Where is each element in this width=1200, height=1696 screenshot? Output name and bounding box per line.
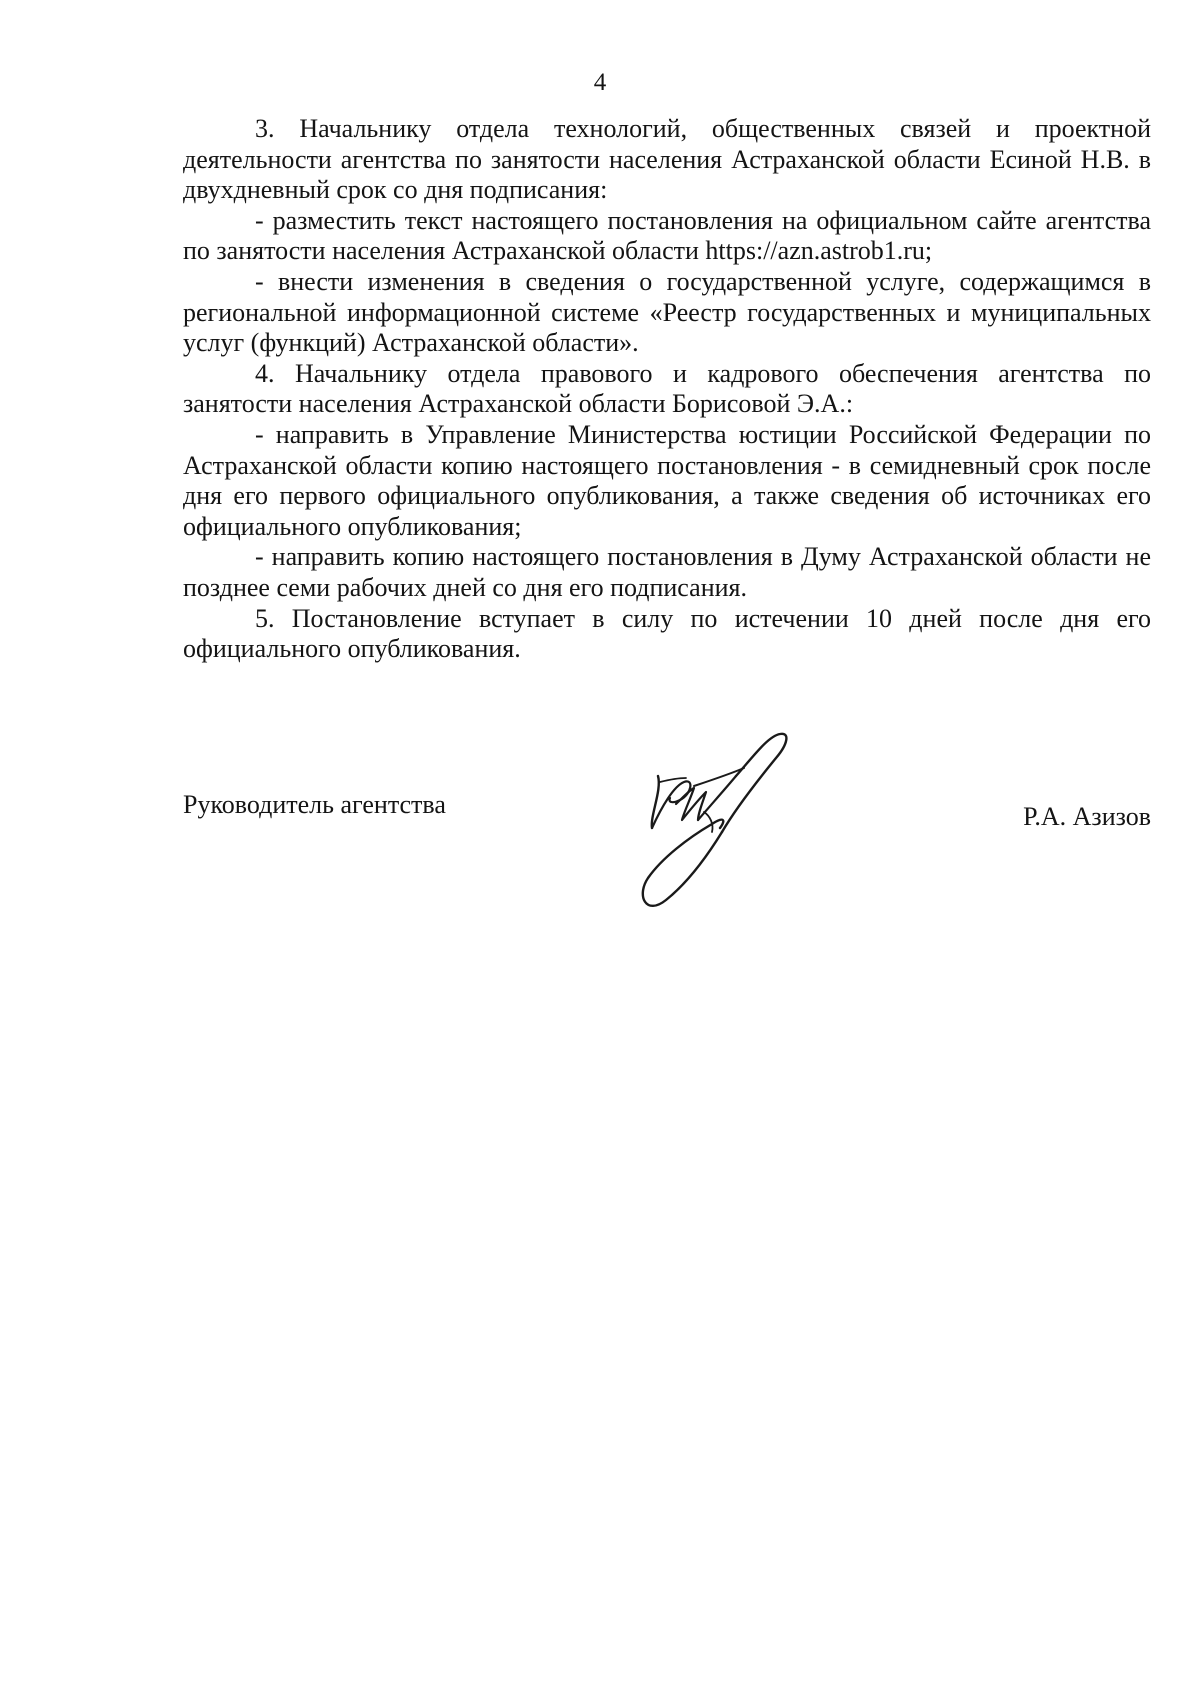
paragraph-item-5: 5. Постановление вступает в силу по истечении 10 дней после дня его официального опубликования. — [183, 603, 1151, 664]
signatory-name: Р.А. Азизов — [1023, 802, 1151, 831]
paragraph-item-3: 3. Начальнику отдела технологий, общественных связей и проектной деятельности агентства по занятости населения Астраханской области Есиной Н.В. в двухдневный срок со дня подписания: — [183, 114, 1151, 205]
signatory-title: Руководитель агентства — [183, 790, 446, 819]
paragraph-item-3-update-registry: - внести изменения в сведения о государственной услуге, содержащимся в региональной информационной системе «Реестр государственных и муниципальных услуг (функций) Астраханской области». — [183, 266, 1151, 358]
page-number: 4 — [593, 69, 607, 96]
paragraph-item-3-post-on-website: - разместить текст настоящего постановления на официальном сайте агентства по занятости населения Астраханской области https://azn.astrob1.ru; — [183, 205, 1151, 266]
paragraph-item-4-send-to-duma: - направить копию настоящего постановления в Думу Астраханской области не позднее семи рабочих дней со дня его подписания. — [183, 542, 1151, 602]
paragraph-item-4-send-to-ministry: - направить в Управление Министерства юстиции Российской Федерации по Астраханской области копию настоящего постановления - в семидневный срок после дня его первого официального опубликования, а также сведения об источниках его официального опубликования; — [183, 419, 1151, 541]
document-body — [183, 114, 1151, 665]
handwritten-signature — [640, 728, 855, 928]
paragraph-item-4: 4. Начальнику отдела правового и кадрового обеспечения агентства по занятости населения Астраханской области Борисовой Э.А.: — [183, 358, 1151, 419]
